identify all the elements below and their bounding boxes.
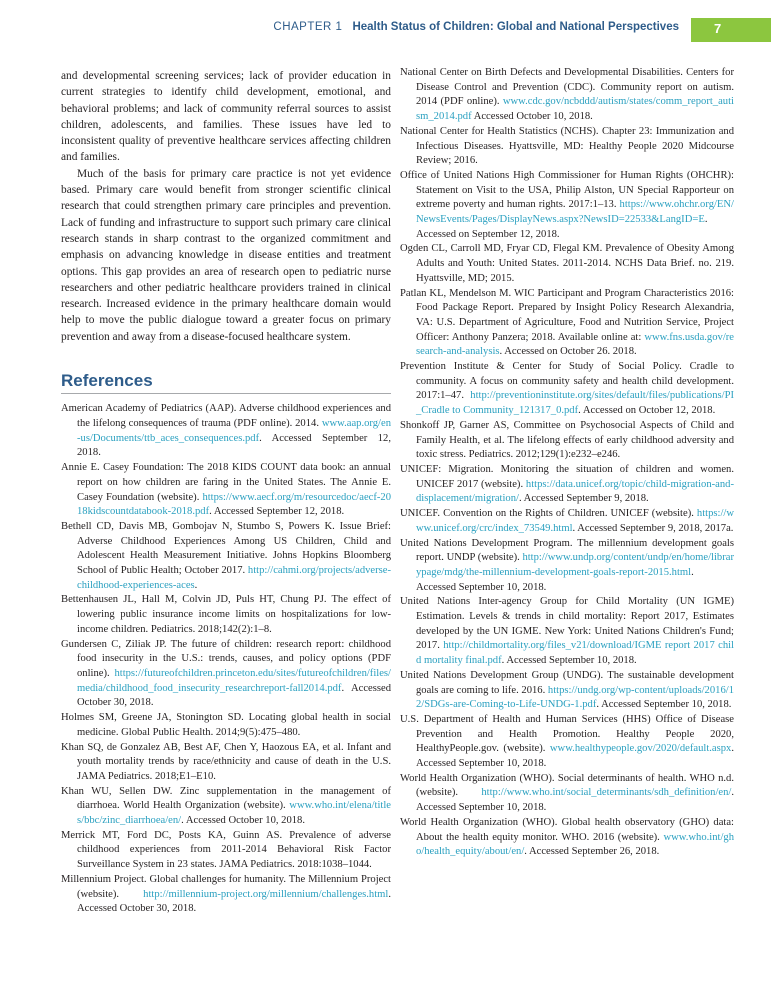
reference-entry — [400, 816, 734, 860]
reference-access-note: . Accessed September 10, 2018. — [416, 787, 734, 814]
reference-entry — [61, 711, 391, 740]
reference-text: UNICEF. Convention on the Rights of Children. UNICEF (website). — [400, 508, 697, 520]
reference-text: United Nations Inter-agency Group for Child Mortality (UN IGME) Estimation. Levels & trends in child mortality: Report 2017, Estimates developed by the UN IGME. New York: United Nations Children's Fund; 2017. — [400, 596, 734, 652]
body-paragraph: Much of the basis for primary care practice is not yet evidence based. Primary care would benefit from stronger scientific clinical research that could strengthen primary care principles and prevention. Lack of funding and infrastructure to support such primary care clinical research stands in sharp contrast to the organized commitment and emphasis on advancing knowledge in disease entities and treatment options. This gap provides an area of research open to pediatric nurse researchers and other pediatric healthcare providers trained in clinical research. Increased evidence in the primary healthcare domain would help to move the public dialogue toward a greater focus on primary prevention and away from a disease-focused healthcare system. — [61, 167, 391, 343]
reference-list-left — [61, 402, 391, 917]
reference-text: Holmes SM, Greene JA, Stonington SD. Locating global health in social medicine. Global Public Health. 2014;9(5):475–480. — [61, 712, 391, 738]
reference-link[interactable]: https://undg.org/wp-content/uploads/2016/12/SDGs-are-Coming-to-Life-UNDG-1.pdf — [416, 684, 734, 711]
reference-link[interactable]: www.healthypeople.gov/2020/default.aspx — [549, 743, 732, 755]
reference-entry — [400, 463, 734, 507]
reference-text: Khan WU, Sellen DW. Zinc supplementation in the management of diarrhoea. World Health Organization (website). — [61, 785, 391, 812]
reference-link[interactable]: https://data.unicef.org/topic/child-migration-and-displacement/migration/ — [416, 478, 734, 505]
reference-text: Bettenhausen JL, Hall M, Colvin JD, Puls HT, Chung PJ. The effect of lowering public insurance income limits on hospitalizations for low-income children. Pediatrics. 2018;142(2):1–8. — [61, 594, 391, 635]
reference-access-note: . Accessed September 10, 2018. — [416, 743, 734, 770]
reference-link[interactable]: www.who.int/gho/health_equity/about/en/ — [416, 831, 734, 858]
reference-text: Gundersen C, Ziliak JP. The future of children: research report: childhood food insecurity in the U.S.: trends, causes, and policy options (PDF online). — [61, 638, 391, 679]
reference-entry — [400, 360, 734, 419]
reference-entry — [400, 419, 734, 463]
reference-text: Prevention Institute & Center for Study of Social Policy. Cradle to community. A focus on community safety and health child development. 2017:1–47. — [400, 361, 734, 402]
reference-link[interactable]: http://childmortality.org/files_v21/download/IGME report 2017 child mortality final.pdf — [416, 640, 734, 667]
reference-text: Patlan KL, Mendelson M. WIC Participant and Program Characteristics 2016: Food Package Report. Prepared by Insight Policy Research Alexandria, VA: U.S. Department of Agriculture, Food and Nutrition Service, Project Officer: Anthony Panzera; 2018. Available online at: — [400, 287, 734, 343]
reference-entry — [61, 785, 391, 829]
reference-access-note: . Accessed September 12, 2018. — [209, 506, 345, 518]
reference-entry — [61, 741, 391, 785]
reference-link[interactable]: http://preventioninstitute.org/sites/default/files/publications/PI_Cradle to Community_121317_0.pdf — [416, 390, 734, 417]
reference-link[interactable]: www.aap.org/en-us/Documents/ttb_aces_consequences.pdf — [77, 418, 391, 444]
reference-access-note: . — [194, 579, 198, 591]
running-header — [0, 18, 771, 44]
reference-link[interactable]: https://www.aecf.org/m/resourcedoc/aecf-2018kidscountdatabook-2018.pdf — [77, 491, 391, 518]
reference-link[interactable]: https://futureofchildren.princeton.edu/sites/futureofchildren/files/media/childhood_food_insecurity_researchreport-fall2014.pdf — [77, 668, 391, 694]
reference-link[interactable]: www.fns.usda.gov/research-and-analysis — [416, 331, 734, 358]
reference-text: Ogden CL, Carroll MD, Fryar CD, Flegal KM. Prevalence of Obesity Among Adults and Youth: United States. 2011-2014. NCHS Data Brief. no. 219. Hyattsville, MD; 2015. — [400, 243, 734, 284]
reference-text: UNICEF: Migration. Monitoring the situation of children and women. UNICEF 2017 (website). — [400, 463, 734, 490]
reference-entry — [61, 829, 391, 873]
running-header-text — [273, 21, 679, 33]
reference-access-note: . Accessed on October 26. 2018. — [499, 346, 637, 358]
reference-access-note: . Accessed September 12, 2018. — [77, 432, 391, 459]
reference-text: U.S. Department of Health and Human Services (HHS) Office of Disease Prevention and Health Promotion. Healthy People 2020, HealthyPeople.gov. (website). — [400, 713, 734, 755]
reference-link[interactable]: https://www.ohchr.org/EN/NewsEvents/Pages/DisplayNews.aspx?NewsID=22533&LangID=E — [416, 199, 734, 226]
reference-text: Merrick MT, Ford DC, Posts KA, Guinn AS. Prevalence of adverse childhood experiences from 2011-2014 Behavioral Risk Factor Surveillance System in 23 states. JAMA Pediatrics. 2018:1038–1044. — [61, 829, 391, 871]
reference-entry — [61, 461, 391, 520]
reference-text: American Academy of Pediatrics (AAP). Adverse childhood experiences and the lifelong consequences of trauma (PDF online). 2014. — [61, 403, 391, 430]
reference-link[interactable]: https://www.unicef.org/crc/index_73549.html — [416, 508, 734, 534]
reference-text: National Center on Birth Defects and Developmental Disabilities. Centers for Disease Control and Prevention (CDC). Community report on autism. 2014 (PDF online). — [400, 67, 734, 108]
reference-access-note: . Accessed October 30, 2018. — [77, 888, 391, 915]
page-number: 7 — [714, 21, 722, 36]
reference-entry — [61, 873, 391, 917]
reference-text: National Center for Health Statistics (NCHS). Chapter 23: Immunization and Infectious Diseases. Hyattsville, MD: Healthy People 2020 Midcourse Review; 2016. — [400, 125, 734, 167]
reference-entry — [400, 169, 734, 243]
reference-access-note: . Accessed October 30, 2018. — [77, 682, 391, 709]
reference-access-note: . Accessed September 10, 2018. — [501, 655, 637, 667]
reference-access-note: . Accessed September 26, 2018. — [524, 846, 660, 858]
reference-entry — [61, 402, 391, 461]
reference-text: Shonkoff JP, Garner AS, Committee on Psychosocial Aspects of Child and Family Health, et al. The lifelong effects of early childhood adversity and toxic stress. Pediatrics. 2012;129(1):e232–e246. — [400, 419, 734, 461]
reference-text: Millennium Project. Global challenges for humanity. The Millennium Project (website). — [61, 873, 391, 900]
reference-link[interactable]: http://www.undp.org/content/undp/en/home/librarypage/mdg/the-millennium-development-goals-report-2015.html — [416, 552, 734, 578]
reference-text: Khan SQ, de Gonzalez AB, Best AF, Chen Y, Haozous EA, et al. Infant and youth mortality trends by race/ethnicity and cause of death in the U.S. JAMA Pediatrics. 2018;E1–E10. — [61, 741, 391, 782]
reference-text: World Health Organization (WHO). Global health observatory (GHO) data: About the health equity monitor. WHO. 2016 (website). — [400, 816, 734, 843]
reference-entry — [400, 125, 734, 169]
reference-text: Bethell CD, Davis MB, Gombojav N, Stumbo S, Powers K. Issue Brief: Adverse Childhood Experiences Among US Children, Child and Adolescent Health Measurement Initiative. Johns Hopkins Bloomberg School of Public Health; October 2017. — [61, 520, 391, 577]
reference-link[interactable]: http://cahmi.org/projects/adverse-childhood-experiences-aces — [77, 565, 391, 591]
reference-entry — [400, 713, 734, 772]
reference-link[interactable]: http://www.who.int/social_determinants/sdh_definition/en/ — [481, 787, 732, 799]
reference-text: World Health Organization (WHO). Social determinants of health. WHO n.d.(website). — [400, 772, 734, 799]
reference-access-note: . Accessed on October 12, 2018. — [578, 405, 716, 417]
reference-entry — [400, 595, 734, 669]
reference-list-right — [400, 66, 734, 860]
reference-link[interactable]: www.who.int/elena/titles/bbc/zinc_diarrhoea/en/ — [77, 800, 391, 827]
chapter-label: CHAPTER 1 — [273, 21, 343, 33]
reference-entry — [400, 537, 734, 596]
reference-text: Annie E. Casey Foundation: The 2018 KIDS COUNT data book: an annual report on how children are faring in the United States. The Annie E. Casey Foundation (website). — [61, 462, 391, 503]
reference-entry — [400, 242, 734, 286]
page-number-tab — [691, 18, 771, 42]
reference-entry — [400, 772, 734, 816]
reference-link[interactable]: www.cdc.gov/ncbddd/autism/states/comm_report_autism_2014.pdf — [416, 96, 734, 123]
right-column — [400, 66, 734, 860]
reference-entry — [61, 520, 391, 594]
reference-entry — [400, 66, 734, 125]
reference-access-note: . Accessed September 10, 2018. — [416, 566, 694, 593]
reference-entry — [61, 638, 391, 712]
chapter-title: Health Status of Children: Global and National Perspectives — [352, 21, 679, 33]
reference-text: Office of United Nations High Commissioner for Human Rights (OHCHR): Statement on Visit to the USA, Philip Alston, UN Special Rapporteur on extreme poverty and human rights. 2017:1–13. — [400, 169, 734, 211]
body-paragraph: and developmental screening services; lack of provider education in current strategies to identify child development, emotional, and behavioral problems; and lack of community referral sources to assist children, adolescents, and families. These issues have led to inconsistent quality of preventive healthcare services affecting children and families. — [61, 70, 391, 164]
reference-link[interactable]: http://millennium-project.org/millennium/challenges.html — [143, 888, 389, 900]
reference-entry — [61, 593, 391, 637]
reference-text: United Nations Development Group (UNDG). The sustainable development goals are coming to life. 2016. — [400, 669, 734, 696]
references-heading: References — [61, 373, 391, 394]
reference-entry — [400, 669, 734, 713]
reference-access-note: . Accessed October 10, 2018. — [181, 815, 305, 827]
reference-access-note: . Accessed September 9, 2018. — [518, 493, 649, 505]
reference-access-note: . Accessed September 9, 2018, 2017a. — [572, 522, 734, 534]
left-column — [61, 68, 391, 917]
reference-entry — [400, 507, 734, 536]
reference-access-note: . Accessed on September 12, 2018. — [416, 214, 708, 240]
reference-entry — [400, 287, 734, 361]
reference-access-note: Accessed October 10, 2018. — [471, 111, 593, 123]
reference-text: United Nations Development Program. The millennium development goals report. UNDP (website). — [400, 537, 734, 564]
reference-access-note: . Accessed September 10, 2018. — [596, 699, 732, 711]
